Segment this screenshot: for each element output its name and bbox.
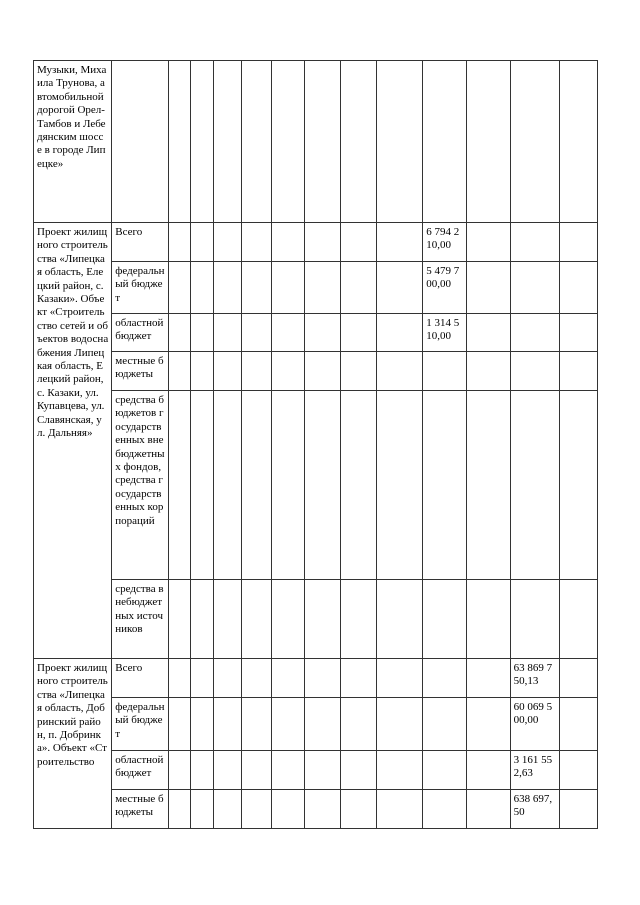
table-cell [190, 223, 213, 262]
table-cell [559, 698, 597, 751]
funding-source-cell: областной бюджет [112, 751, 169, 790]
table-cell [559, 580, 597, 659]
funding-source-cell: местные бюджеты [112, 352, 169, 391]
table-cell [377, 790, 423, 829]
table-cell [304, 580, 340, 659]
table-row [34, 61, 598, 223]
table-cell [467, 262, 510, 314]
table-cell [271, 314, 304, 352]
table-cell [169, 262, 190, 314]
table-cell [559, 314, 597, 352]
table-cell [304, 352, 340, 391]
table-cell [213, 223, 241, 262]
table-cell [510, 314, 559, 352]
table-cell [467, 580, 510, 659]
table-cell [271, 790, 304, 829]
table-cell [467, 751, 510, 790]
project-name-cell: Проект жилищного строительства «Липецкая область, Елецкий район, с. Казаки». Объект «Строительство сетей и объектов водоснабжения Липецкая область, Елецкий район, с. Казаки, ул. Купавцева, ул. Славянская, ул. Дальняя» [34, 223, 112, 659]
table-cell [341, 223, 377, 262]
table-row [34, 790, 598, 829]
amount-cell: 5 479 700,00 [423, 262, 467, 314]
table-cell [423, 790, 467, 829]
table-cell [510, 61, 559, 223]
funding-source-cell: федеральный бюджет [112, 698, 169, 751]
table-cell [213, 751, 241, 790]
amount-cell: 60 069 500,00 [510, 698, 559, 751]
budget-table [33, 60, 598, 829]
table-cell [467, 659, 510, 698]
table-cell [304, 751, 340, 790]
table-cell [467, 223, 510, 262]
table-cell [169, 659, 190, 698]
table-cell [213, 61, 241, 223]
table-row [34, 391, 598, 580]
table-cell [559, 751, 597, 790]
table-cell [559, 262, 597, 314]
table-cell [377, 751, 423, 790]
table-cell [304, 262, 340, 314]
table-cell [241, 352, 271, 391]
table-cell [271, 262, 304, 314]
table-cell [467, 314, 510, 352]
table-cell [304, 314, 340, 352]
table-cell [304, 790, 340, 829]
table-cell [241, 790, 271, 829]
table-cell [241, 223, 271, 262]
table-cell [169, 790, 190, 829]
table-cell [169, 751, 190, 790]
funding-source-cell: местные бюджеты [112, 790, 169, 829]
table-cell [241, 580, 271, 659]
table-row [34, 751, 598, 790]
amount-cell: 3 161 552,63 [510, 751, 559, 790]
table-cell [304, 391, 340, 580]
table-cell [241, 262, 271, 314]
table-cell [169, 223, 190, 262]
table-cell [467, 352, 510, 391]
table-cell [423, 391, 467, 580]
table-cell [304, 61, 340, 223]
table-cell [241, 61, 271, 223]
table-cell [190, 391, 213, 580]
table-cell [304, 223, 340, 262]
amount-cell: 63 869 750,13 [510, 659, 559, 698]
table-cell [112, 61, 169, 223]
table-cell [377, 698, 423, 751]
table-cell [423, 698, 467, 751]
table-cell [559, 223, 597, 262]
table-cell [190, 262, 213, 314]
table-row [34, 352, 598, 391]
funding-source-cell: средства бюджетов государственных внебюджетных фондов, средства государственных корпораций [112, 391, 169, 580]
funding-source-cell: средства внебюджетных источников [112, 580, 169, 659]
table-cell [377, 61, 423, 223]
table-cell [213, 790, 241, 829]
table-cell [190, 659, 213, 698]
table-cell [510, 352, 559, 391]
table-row [34, 223, 598, 262]
table-cell [213, 391, 241, 580]
table-cell [271, 751, 304, 790]
table-cell [213, 314, 241, 352]
table-cell [467, 790, 510, 829]
table-cell [510, 580, 559, 659]
table-cell [304, 659, 340, 698]
table-cell [213, 580, 241, 659]
table-cell [423, 352, 467, 391]
table-cell [169, 391, 190, 580]
table-row [34, 262, 598, 314]
table-cell [241, 751, 271, 790]
table-cell [241, 698, 271, 751]
table-cell [467, 698, 510, 751]
amount-cell: 1 314 510,00 [423, 314, 467, 352]
table-row [34, 580, 598, 659]
table-cell [377, 223, 423, 262]
table-cell [169, 698, 190, 751]
table-cell [169, 61, 190, 223]
table-cell [341, 314, 377, 352]
table-cell [467, 391, 510, 580]
table-cell [559, 790, 597, 829]
table-row [34, 314, 598, 352]
table-cell [190, 61, 213, 223]
project-name-cell: Проект жилищного строительства «Липецкая область, Добринский район, п. Добринка». Объект «Строительство [34, 659, 112, 829]
table-cell [341, 262, 377, 314]
table-cell [377, 352, 423, 391]
table-cell [559, 659, 597, 698]
table-cell [510, 391, 559, 580]
table-cell [271, 580, 304, 659]
table-cell [241, 391, 271, 580]
table-cell [341, 790, 377, 829]
table-cell [304, 698, 340, 751]
table-cell [559, 61, 597, 223]
table-cell [169, 580, 190, 659]
table-cell [169, 352, 190, 391]
funding-source-cell: областной бюджет [112, 314, 169, 352]
table-cell [510, 223, 559, 262]
table-cell [190, 790, 213, 829]
table-cell [341, 391, 377, 580]
table-cell [241, 314, 271, 352]
table-cell [190, 314, 213, 352]
table-cell [271, 61, 304, 223]
table-cell [423, 580, 467, 659]
table-cell [271, 391, 304, 580]
table-cell [190, 580, 213, 659]
amount-cell: 638 697,50 [510, 790, 559, 829]
table-cell [377, 314, 423, 352]
table-cell [190, 352, 213, 391]
table-cell [341, 352, 377, 391]
table-cell [377, 391, 423, 580]
table-cell [341, 659, 377, 698]
table-cell [190, 751, 213, 790]
table-cell [271, 698, 304, 751]
table-cell [213, 659, 241, 698]
table-cell [271, 352, 304, 391]
table-cell [271, 659, 304, 698]
table-cell [341, 751, 377, 790]
table-cell [169, 314, 190, 352]
table-cell [510, 262, 559, 314]
table-cell [213, 352, 241, 391]
table-cell [213, 262, 241, 314]
funding-source-cell: федеральный бюджет [112, 262, 169, 314]
table-cell [241, 659, 271, 698]
funding-source-cell: Всего [112, 223, 169, 262]
table-cell [423, 61, 467, 223]
table-cell [377, 580, 423, 659]
table-cell [423, 659, 467, 698]
funding-source-cell: Всего [112, 659, 169, 698]
table-cell [377, 262, 423, 314]
table-cell [271, 223, 304, 262]
table-cell [341, 698, 377, 751]
table-cell [190, 698, 213, 751]
table-cell [559, 352, 597, 391]
table-row [34, 698, 598, 751]
table-cell [377, 659, 423, 698]
table-row [34, 659, 598, 698]
table-cell [467, 61, 510, 223]
table-cell [213, 698, 241, 751]
table-cell [423, 751, 467, 790]
table-cell [341, 61, 377, 223]
project-name-cell: Музыки, Михаила Трунова, автомобильной дорогой Орел-Тамбов и Лебедянским шоссе в городе Липецке» [34, 61, 112, 223]
table-cell [341, 580, 377, 659]
amount-cell: 6 794 210,00 [423, 223, 467, 262]
table-cell [559, 391, 597, 580]
